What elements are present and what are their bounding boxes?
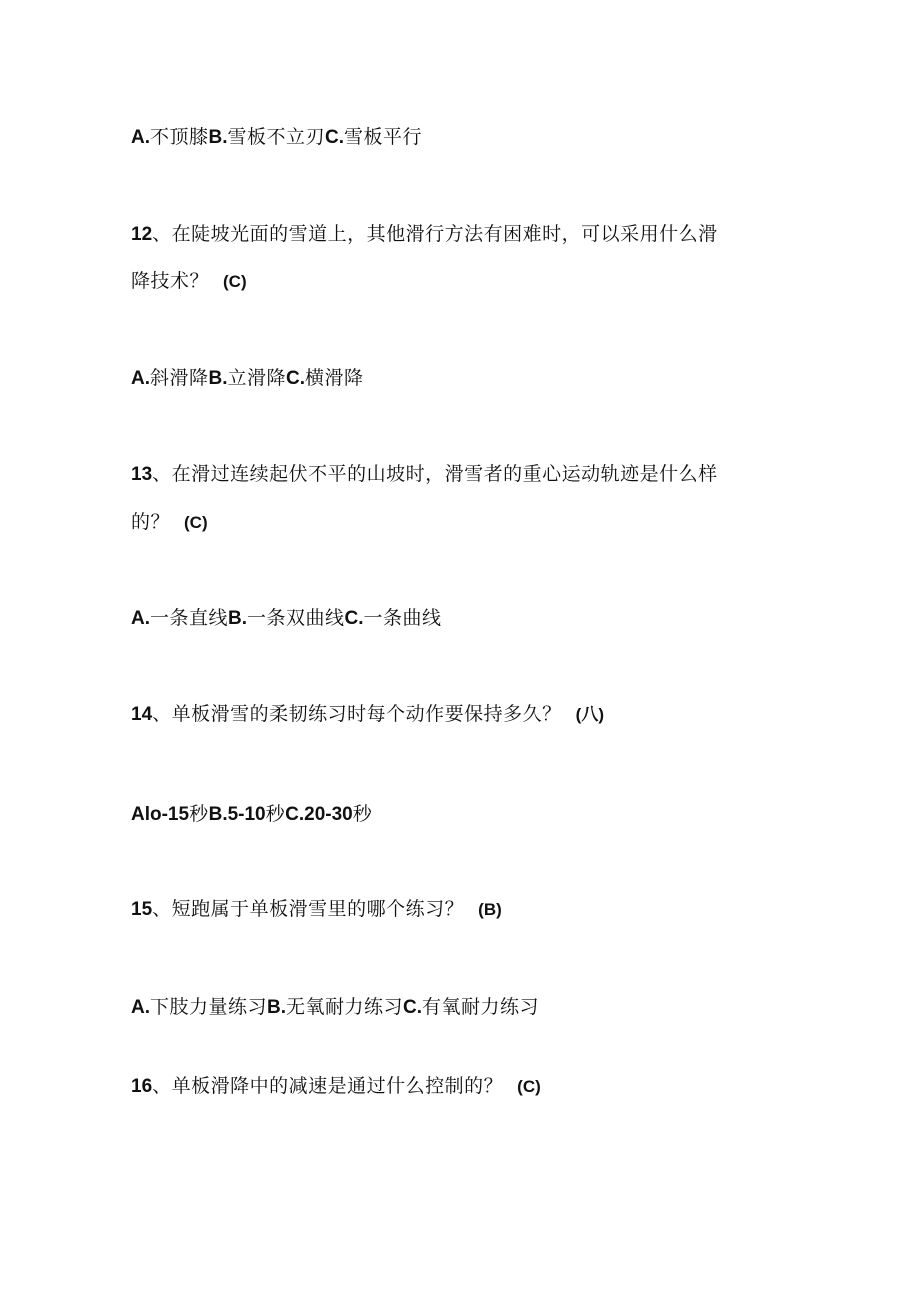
q16-line1: [131, 1074, 541, 1099]
option-b-text: 雪板不立刃: [227, 126, 326, 148]
option-a-label: Alo-15: [131, 804, 190, 825]
option-a-text: 斜滑降: [150, 367, 209, 389]
q15-line1: [131, 897, 502, 922]
option-b-label: B.5-10: [208, 804, 266, 825]
q13-number: 13: [131, 464, 153, 485]
option-a-label: A.: [131, 368, 150, 389]
option-c-text: 秒: [352, 803, 373, 825]
option-c-label: C.: [286, 368, 306, 389]
option-c-label: C.: [325, 127, 345, 148]
q14-answer: (八): [575, 705, 604, 724]
q16-number: 16: [131, 1076, 153, 1097]
q14-number: 14: [131, 704, 153, 725]
q12-text-line2: 降技术？: [131, 270, 210, 292]
q13-text-line1: 在滑过连续起伏不平的山坡时，滑雪者的重心运动轨迹是什么样: [171, 463, 718, 485]
q15-options-line: [131, 995, 539, 1020]
option-c-text: 一条曲线: [363, 607, 442, 629]
option-b-label: B.: [208, 127, 228, 148]
option-c-text: 雪板平行: [344, 126, 423, 148]
option-b-label: B.: [228, 608, 248, 629]
q14-line1: [131, 702, 604, 727]
q15-answer: (B): [478, 900, 502, 919]
q13-line1: [131, 462, 718, 487]
q16-sep: 、: [152, 1075, 172, 1097]
q14-text-line1: 单板滑雪的柔韧练习时每个动作要保持多久？: [171, 703, 562, 725]
q16-text-line1: 单板滑降中的减速是通过什么控制的？: [171, 1075, 504, 1097]
q14-options-line: [131, 802, 372, 827]
q12-sep: 、: [152, 223, 172, 245]
q12-text-line1: 在陡坡光面的雪道上，其他滑行方法有困难时，可以采用什么滑: [171, 223, 718, 245]
q13-answer: (C): [184, 513, 208, 532]
q12-answer: (C): [223, 272, 247, 291]
option-c-label: C.: [344, 608, 364, 629]
prev-options-line: [131, 125, 422, 150]
q15-text-line1: 短跑属于单板滑雪里的哪个练习？: [171, 898, 465, 920]
option-a-text: 不顶膝: [150, 126, 209, 148]
option-c-text: 横滑降: [305, 367, 364, 389]
q12-line2: [131, 269, 247, 294]
q13-text-line2: 的？: [131, 511, 171, 533]
option-b-label: B.: [267, 997, 287, 1018]
option-a-label: A.: [131, 608, 150, 629]
q12-line1: [131, 222, 718, 247]
option-b-text: 秒: [265, 803, 286, 825]
q12-options-line: [131, 366, 364, 391]
q13-line2: [131, 510, 208, 535]
q16-answer: (C): [517, 1077, 541, 1096]
q13-sep: 、: [152, 463, 172, 485]
option-b-text: 立滑降: [227, 367, 287, 389]
option-a-text: 秒: [189, 803, 209, 825]
option-a-text: 一条直线: [150, 607, 229, 629]
q13-options-line: [131, 606, 442, 631]
option-c-text: 有氧耐力练习: [422, 996, 540, 1018]
option-b-text: 无氧耐力练习: [286, 996, 404, 1018]
q12-number: 12: [131, 224, 153, 245]
option-b-label: B.: [208, 368, 228, 389]
option-a-label: A.: [131, 127, 150, 148]
option-a-text: 下肢力量练习: [150, 996, 268, 1018]
option-b-text: 一条双曲线: [247, 607, 345, 629]
option-a-label: A.: [131, 997, 150, 1018]
q14-sep: 、: [152, 703, 172, 725]
q15-number: 15: [131, 899, 153, 920]
option-c-label: C.: [403, 997, 423, 1018]
option-c-label: C.20-30: [285, 804, 353, 825]
q15-sep: 、: [152, 898, 172, 920]
